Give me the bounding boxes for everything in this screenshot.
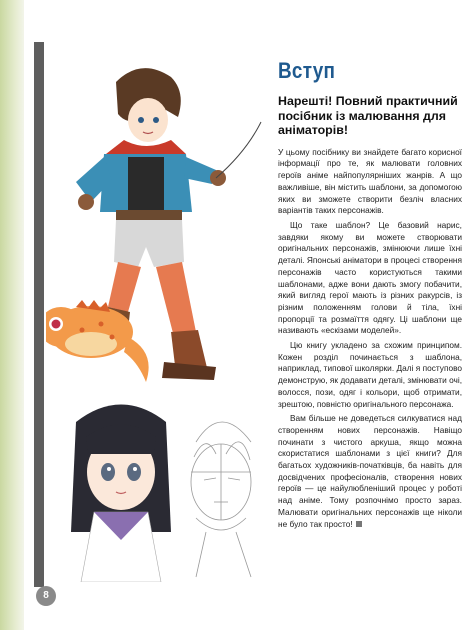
paragraph-conclusion: [278, 413, 462, 530]
text-column: [278, 58, 462, 533]
page-title: Вступ: [278, 58, 336, 83]
paragraph-conclusion-text: Вам більше не доведеться силкуватися над створенням нових персонажів. Навіщо починати з чистого аркуша, якщо можна скористатися шаблонами з цієї книги? Для багатьох художників-початківців, ба навіть для досвідчених професіоналів, створення нових героїв — це найулюбленіший процес у роботі над аніме. Тому розпочнімо просто зараз. Малювати оригінальних персонажів ще ніколи не було так просто!: [278, 413, 462, 529]
anime-characters-illustration: [46, 62, 266, 582]
page-number: 8: [36, 586, 56, 606]
paragraph-structure: Цю книгу укладено за схожим принципом. Кожен розділ починається з шаблона, наприклад, типової школярки. Далі я поступово демонструю, як додавати деталі, змінювати очі, волосся, пози, одяг і кольори, щоб отримати, зрештою, повністю оригінального персонажа.: [278, 340, 462, 409]
page-subtitle: Нарешті! Повний практичний посібник із малювання для аніматорів!: [278, 94, 458, 138]
sketch-head-illustration: [191, 422, 251, 577]
body-text: [278, 147, 462, 531]
page-edge-strip: [0, 0, 24, 630]
paragraph-template: Що таке шаблон? Це базовий нарис, завдяки якому ви можете створювати оригінальних персонажів, змінюючи лише їхні деталі. Японські аніматори в процесі створення персонажів часто користуються такими шаблонами, адже вони дають змогу побачити, який вигляд герої мають із різних ракурсів, із різним положенням голови й тіла, їхні пропорції та розмаїття одягу. Ці шаблони ще називають «ескізами моделей».: [278, 220, 462, 336]
paragraph-intro: У цьому посібнику ви знайдете багато корисної інформації про те, як малювати головних героїв аніме найпопулярніших жанрів. А що важливіше, він містить шаблони, за допомогою яких ви зможете створити безліч власних варіантів таких персонажів.: [278, 146, 462, 216]
girl-character-illustration: [71, 405, 171, 583]
page-frame-bar: [34, 42, 44, 587]
end-mark-icon: [356, 521, 362, 527]
dino-creature-illustration: [46, 300, 149, 382]
